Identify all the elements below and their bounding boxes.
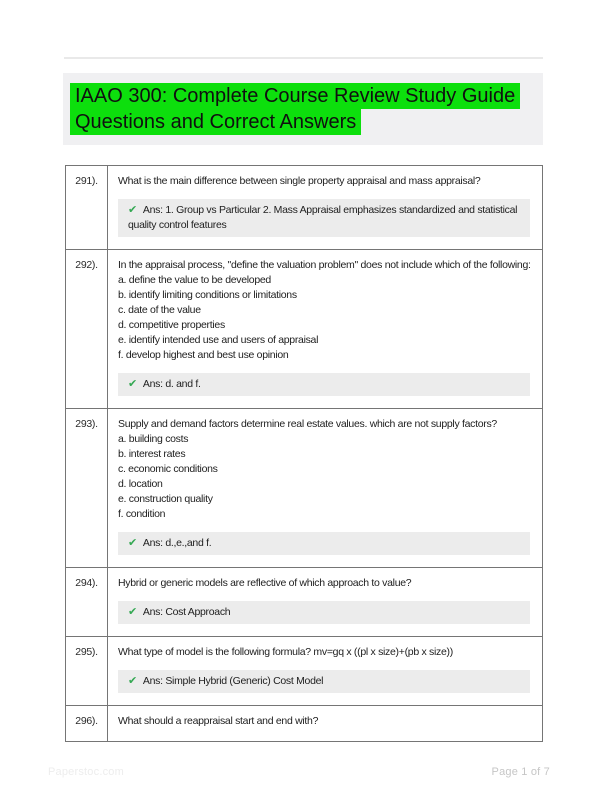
qa-row xyxy=(66,409,543,568)
question-line: e. construction quality xyxy=(118,493,213,505)
qa-row xyxy=(66,568,543,637)
question-line: What type of model is the following formula? mv=gq x ((pl x size)+(pb x size)) xyxy=(118,646,453,658)
answer-box xyxy=(118,199,530,237)
question-cell xyxy=(108,637,543,706)
question-number: 294). xyxy=(66,568,108,637)
question-line: e. identify intended use and users of appraisal xyxy=(118,334,319,346)
question-line: c. date of the value xyxy=(118,304,201,316)
answer-box xyxy=(118,532,530,555)
qa-row xyxy=(66,166,543,250)
check-icon: ✔ xyxy=(128,378,137,390)
question-line: b. identify limiting conditions or limitations xyxy=(118,289,297,301)
question-cell xyxy=(108,568,543,637)
qa-row xyxy=(66,706,543,742)
question-line: f. condition xyxy=(118,508,166,520)
answer-text: Ans: d. and f. xyxy=(142,378,201,390)
page-number: Page 1 of 7 xyxy=(491,766,550,778)
title-block xyxy=(63,73,543,145)
question-line: In the appraisal process, "define the valuation problem" does not include which of the following: xyxy=(118,259,531,271)
question-line: d. competitive properties xyxy=(118,319,225,331)
answer-box xyxy=(118,670,530,693)
qa-table-container xyxy=(65,165,545,751)
document-title: IAAO 300: Complete Course Review Study Guide Questions and Correct Answers xyxy=(70,83,520,135)
question-text xyxy=(118,417,538,522)
watermark: Paperstoc.com xyxy=(48,766,124,778)
question-text xyxy=(118,576,538,591)
check-icon: ✔ xyxy=(128,675,137,687)
top-divider xyxy=(64,57,543,59)
question-line: c. economic conditions xyxy=(118,463,218,475)
question-number: 295). xyxy=(66,637,108,706)
question-line: Hybrid or generic models are reflective of which approach to value? xyxy=(118,577,412,589)
question-number: 292). xyxy=(66,250,108,409)
question-text xyxy=(118,258,538,363)
question-line: a. building costs xyxy=(118,433,189,445)
question-cell xyxy=(108,250,543,409)
question-cell xyxy=(108,409,543,568)
qa-row xyxy=(66,250,543,409)
question-cell xyxy=(108,706,543,742)
question-number: 293). xyxy=(66,409,108,568)
answer-text: Ans: Cost Approach xyxy=(142,606,231,618)
check-icon: ✔ xyxy=(128,204,137,216)
question-text xyxy=(118,714,538,729)
qa-table-body xyxy=(66,166,543,742)
page-footer xyxy=(48,766,550,778)
qa-table xyxy=(65,165,543,742)
answer-text: Ans: 1. Group vs Particular 2. Mass Appraisal emphasizes standardized and statistical quality control features xyxy=(128,204,518,231)
check-icon: ✔ xyxy=(128,606,137,618)
qa-row xyxy=(66,637,543,706)
question-text xyxy=(118,174,538,189)
answer-box xyxy=(118,601,530,624)
question-line: d. location xyxy=(118,478,163,490)
answer-box xyxy=(118,373,530,396)
question-line: What should a reappraisal start and end with? xyxy=(118,715,319,727)
question-number: 291). xyxy=(66,166,108,250)
question-line: What is the main difference between single property appraisal and mass appraisal? xyxy=(118,175,481,187)
question-number: 296). xyxy=(66,706,108,742)
answer-text: Ans: d.,e.,and f. xyxy=(142,537,212,549)
question-line: f. develop highest and best use opinion xyxy=(118,349,289,361)
question-cell xyxy=(108,166,543,250)
question-text xyxy=(118,645,538,660)
question-line: b. interest rates xyxy=(118,448,186,460)
question-line: a. define the value to be developed xyxy=(118,274,271,286)
check-icon: ✔ xyxy=(128,537,137,549)
answer-text: Ans: Simple Hybrid (Generic) Cost Model xyxy=(142,675,324,687)
question-line: Supply and demand factors determine real estate values. which are not supply factors? xyxy=(118,418,497,430)
